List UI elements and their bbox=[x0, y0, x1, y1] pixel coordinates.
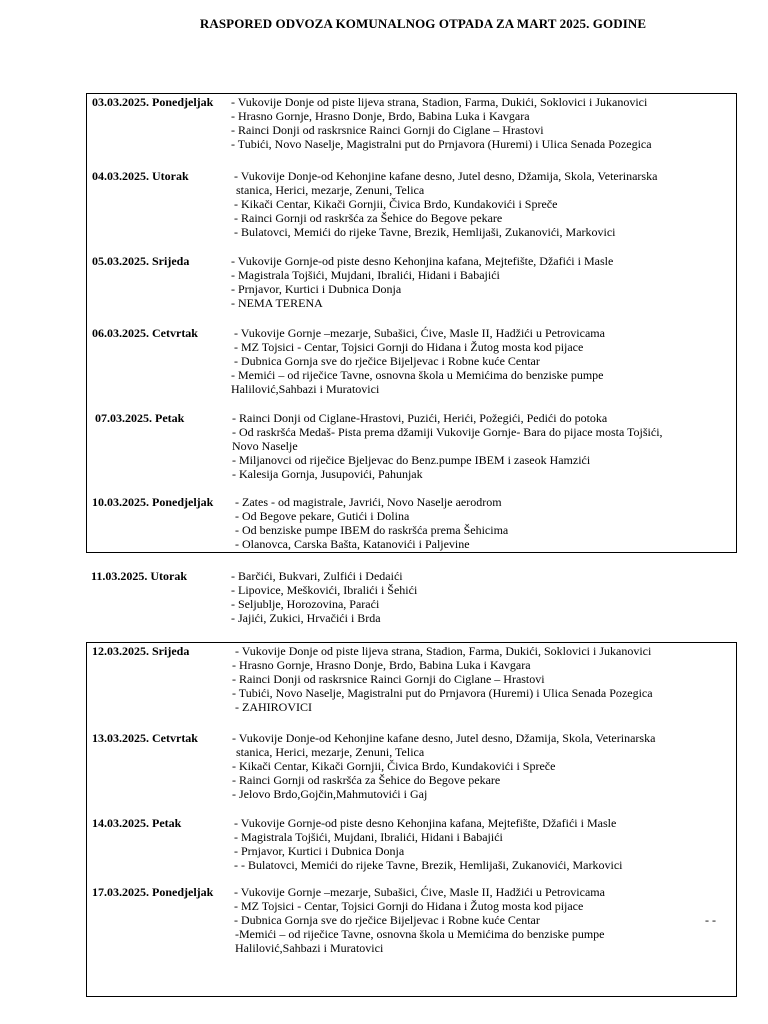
entry-line: Halilović,Sahbazi i Muratovici bbox=[231, 382, 380, 396]
entry-line: - Tubići, Novo Naselje, Magistralni put do Prnjavora (Huremi) i Ulica Senada Pozegica bbox=[232, 686, 653, 700]
entry-line: - - Bulatovci, Memići do rijeke Tavne, Brezik, Hemlijaši, Zukanovići, Markovici bbox=[234, 858, 623, 872]
entry-line: - ZAHIROVICI bbox=[235, 700, 312, 714]
entry-line: Novo Naselje bbox=[232, 439, 298, 453]
entry-line: - Kikači Centar, Kikači Gornjii, Čivica Brdo, Kundakovići i Spreče bbox=[232, 759, 556, 773]
entry-line: - Memići – od riječice Tavne, osnovna škola u Memićima do benziske pumpe bbox=[231, 368, 604, 382]
entry-line: - Vukovije Gornje –mezarje, Subašici, Ćive, Masle II, Hadžići u Petrovicama bbox=[234, 885, 605, 899]
entry-line: - Miljanovci od riječice Bjeljevac do Benz.pumpe IBEM i zaseok Hamzići bbox=[232, 453, 591, 467]
entry-line: - Rainci Gornji od raskršća za Šehice do Begove pekare bbox=[232, 773, 501, 787]
entry-line: - Rainci Donji od raskrsnice Rainci Gornji do Ciglane – Hrastovi bbox=[231, 123, 544, 137]
entry-line: - Magistrala Tojšići, Mujdani, Ibralići, Hidani i Babajići bbox=[231, 268, 500, 282]
page-title: RASPORED ODVOZA KOMUNALNOG OTPADA ZA MART 2025. GODINE bbox=[199, 16, 647, 31]
entry-line: - Jajići, Zukici, Hrvačići i Brda bbox=[231, 611, 381, 625]
entry-date: 06.03.2025. Cetvrtak bbox=[92, 326, 198, 340]
entry-line: stanica, Herici, mezarje, Zenuni, Telica bbox=[236, 745, 425, 759]
entry-line: - Dubnica Gornja sve do rječice Bijeljevac i Robne kuće Centar bbox=[234, 354, 540, 368]
entry-line: - Vukovije Gornje-od piste desno Kehonjina kafana, Mejtefište, Džafići i Masle bbox=[231, 254, 614, 268]
entry-line: - Hrasno Gornje, Hrasno Donje, Brdo, Babina Luka i Kavgara bbox=[232, 658, 531, 672]
entry-line: - Seljublje, Horozovina, Paraći bbox=[231, 597, 380, 611]
entry-date: 07.03.2025. Petak bbox=[95, 411, 185, 425]
entry-date: 13.03.2025. Cetvrtak bbox=[92, 731, 198, 745]
entry-line: - Hrasno Gornje, Hrasno Donje, Brdo, Babina Luka i Kavgara bbox=[231, 109, 530, 123]
entry-line: - Od Begove pekare, Gutići i Dolina bbox=[235, 509, 410, 523]
schedule-box-first bbox=[86, 93, 737, 553]
entry-line: - Vukovije Gornje-od piste desno Kehonjina kafana, Mejtefište, Džafići i Masle bbox=[234, 816, 617, 830]
entry-date: 11.03.2025. Utorak bbox=[91, 569, 187, 583]
entry-line: - NEMA TERENA bbox=[231, 296, 323, 310]
entry-date: 04.03.2025. Utorak bbox=[92, 169, 189, 183]
entry-date: 03.03.2025. Ponedjeljak bbox=[92, 95, 214, 109]
entry-line: - Od benziske pumpe IBEM do raskršća prema Šehicima bbox=[235, 523, 509, 537]
entry-line: - Kikači Centar, Kikači Gornjii, Čivica Brdo, Kundakovići i Spreče bbox=[234, 197, 558, 211]
entry-line: - Barčići, Bukvari, Zulfići i Dedaići bbox=[231, 569, 403, 583]
entry-line: - Od raskršća Medaš- Pista prema džamiji Vukovije Gornje- Bara do pijace mosta Tojšići, bbox=[232, 425, 663, 439]
entry-date: 12.03.2025. Srijeda bbox=[92, 644, 190, 658]
entry-line: - Magistrala Tojšići, Mujdani, Ibralići, Hidani i Babajići bbox=[234, 830, 503, 844]
entry-line: - Vukovije Donje od piste lijeva strana, Stadion, Farma, Dukići, Soklovici i Jukanovici bbox=[231, 95, 648, 109]
entry-date: 17.03.2025. Ponedjeljak bbox=[92, 885, 214, 899]
entry-line: - Jelovo Brdo,Gojčin,Mahmutovići i Gaj bbox=[232, 787, 428, 801]
entry-line: - Zates - od magistrale, Javrići, Novo Naselje aerodrom bbox=[235, 495, 502, 509]
entry-line: -Memići – od riječice Tavne, osnovna škola u Memićima do benziske pumpe bbox=[235, 927, 605, 941]
entry-line: - Vukovije Donje-od Kehonjine kafane desno, Jutel desno, Džamija, Skola, Veterinarska bbox=[234, 169, 658, 183]
entry-line: - Vukovije Gornje –mezarje, Subašici, Ćive, Masle II, Hadžići u Petrovicama bbox=[234, 326, 605, 340]
entry-line: - Kalesija Gornja, Jusupovići, Pahunjak bbox=[232, 467, 423, 481]
entry-line: - Lipovice, Meškovići, Ibralići i Šehići bbox=[231, 583, 418, 597]
schedule-box-second bbox=[86, 642, 737, 997]
entry-line: - Olanovca, Carska Bašta, Katanovići i Paljevine bbox=[235, 537, 470, 551]
entry-line: Halilović,Sahbazi i Muratovici bbox=[235, 941, 384, 955]
entry-line: - Bulatovci, Memići do rijeke Tavne, Brezik, Hemlijaši, Zukanovići, Markovici bbox=[234, 225, 616, 239]
trailing-dash-mark: - - bbox=[705, 913, 716, 927]
entry-line: - Rainci Gornji od raskršća za Šehice do Begove pekare bbox=[234, 211, 503, 225]
entry-line: - Dubnica Gornja sve do rječice Bijeljevac i Robne kuće Centar bbox=[234, 913, 540, 927]
entry-line: - Prnjavor, Kurtici i Dubnica Donja bbox=[234, 844, 405, 858]
entry-line: - Rainci Donji od Ciglane-Hrastovi, Puzići, Herići, Požegići, Pedići do potoka bbox=[232, 411, 608, 425]
entry-line: - MZ Tojsici - Centar, Tojsici Gornji do Hidana i Žutog mosta kod pijace bbox=[234, 340, 584, 354]
entry-line: - Vukovije Donje od piste lijeva strana, Stadion, Farma, Dukići, Soklovici i Jukanovici bbox=[235, 644, 652, 658]
entry-line: - Rainci Donji od raskrsnice Rainci Gornji do Ciglane – Hrastovi bbox=[232, 672, 545, 686]
entry-date: 14.03.2025. Petak bbox=[92, 816, 182, 830]
entry-date: 05.03.2025. Srijeda bbox=[92, 254, 190, 268]
entry-line: - Vukovije Donje-od Kehonjine kafane desno, Jutel desno, Džamija, Skola, Veterinarska bbox=[232, 731, 656, 745]
entry-line: - Tubići, Novo Naselje, Magistralni put do Prnjavora (Huremi) i Ulica Senada Pozegica bbox=[231, 137, 652, 151]
entry-line: - MZ Tojsici - Centar, Tojsici Gornji do Hidana i Žutog mosta kod pijace bbox=[234, 899, 584, 913]
entry-line: - Prnjavor, Kurtici i Dubnica Donja bbox=[231, 282, 402, 296]
entry-line: stanica, Herici, mezarje, Zenuni, Telica bbox=[236, 183, 425, 197]
entry-date: 10.03.2025. Ponedjeljak bbox=[92, 495, 214, 509]
